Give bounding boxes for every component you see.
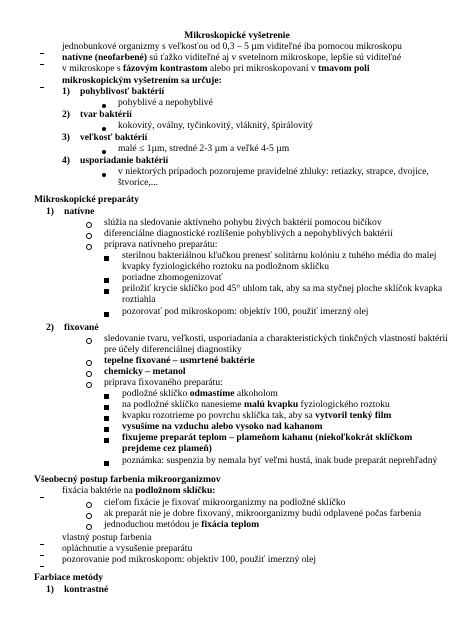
staining-step-3: opláchnutie a vysušenie preparátu	[62, 543, 193, 554]
staining-fix-item-2: ak preparát nie je dobre fixovaný, mikroorganizmy budú odplavené počas farbenia	[104, 508, 422, 519]
criterion-arrangement-detail-2: štvorice,...	[118, 177, 158, 188]
list-number: 1)	[46, 584, 54, 595]
circle-bullet	[86, 511, 92, 522]
square-bullet	[104, 402, 109, 413]
native-step-1b: kvapky fyziologického roztoku na podložnom sklíčku	[122, 261, 330, 272]
criterion-shape-detail: kokovitý, oválny, tyčinkovitý, vláknitý, špirálovitý	[118, 120, 313, 131]
criterion-motility: pohyblivosť baktérií	[80, 86, 165, 97]
criterion-motility-detail: pohyblivé a nepohyblivé	[118, 97, 213, 108]
list-number: 4)	[62, 155, 70, 166]
dash-bullet	[40, 537, 44, 548]
circle-bullet	[86, 336, 92, 347]
circle-bullet	[86, 231, 92, 242]
criterion-arrangement: usporiadanie baktérií	[80, 155, 169, 166]
list-number: 1)	[46, 206, 54, 217]
dash-bullet	[40, 548, 44, 559]
list-number: 1)	[62, 86, 70, 97]
list-number: 2)	[62, 109, 70, 120]
native-item-1: slúžia na sledovanie aktívneho pohybu živých baktérií pomocou bičíkov	[104, 217, 382, 228]
fixed-step-5b: prejdeme cez plameň)	[122, 443, 212, 454]
intro-line-4: mikroskopickým vyšetrením sa určuje:	[62, 75, 222, 86]
circle-bullet	[86, 369, 92, 380]
native-item-2: diferenciálne diagnostické rozlíšenie pohyblivých a nepohyblivých baktérií	[104, 228, 393, 239]
page-title: Mikroskopické vyšetrenie	[184, 30, 290, 41]
intro-line-2: natívne (neofarbené) sú ťažko viditeľné aj v svetelnom mikroskope, lepšie sú viditeľné	[62, 52, 402, 63]
fixed-item-1b: pre účely diferenciálnej diagnostiky	[104, 344, 242, 355]
fixed-step-2: na podložné sklíčko nanesieme malú kvapku fyziologického roztoku	[122, 399, 390, 410]
square-bullet	[104, 309, 109, 320]
circle-bullet	[86, 380, 92, 391]
circle-bullet	[86, 500, 92, 511]
dash-bullet	[40, 80, 44, 91]
staining-fix-item-1: cieľom fixácie je fixovať mikroorganizmy na podložné sklíčko	[104, 497, 346, 508]
criterion-shape: tvar baktérií	[80, 109, 132, 120]
native-step-3b: roztiahla	[122, 294, 156, 305]
fixed-step-3: kvapku rozotrieme po povrchu sklíčka tak, aby sa vytvoril tenký film	[122, 410, 392, 421]
fixed-item-4: príprava fixovaného preparátu:	[104, 377, 223, 388]
native-step-3a: priložiť krycie sklíčko pod 45° uhlom tak, aby sa ma styčnej ploche sklíčok kvapka	[122, 283, 443, 294]
criterion-size: veľkosť baktérií	[80, 132, 148, 143]
square-bullet	[104, 253, 109, 264]
fixed-heading: fixované	[64, 322, 99, 333]
square-bullet	[104, 413, 109, 424]
native-step-2: poriadne zhomogenizovať	[122, 272, 223, 283]
square-bullet	[104, 391, 109, 402]
list-number: 3)	[62, 132, 70, 143]
dash-bullet	[40, 490, 44, 501]
fixed-item-2: tepelne fixované – usmrtené baktérie	[104, 355, 255, 366]
dash-bullet	[40, 46, 44, 57]
section-heading-methods: Farbiace metódy	[34, 572, 104, 583]
list-number: 2)	[46, 322, 54, 333]
fixed-step-4: vysušíme na vzduchu alebo vysoko nad kahanom	[122, 421, 323, 432]
contrast-heading: kontrastné	[64, 584, 109, 595]
section-heading-staining: Všeobecný postup farbenia mikroorganizmov	[34, 474, 221, 485]
fixed-step-1: podložné sklíčko odmastíme alkoholom	[122, 388, 278, 399]
circle-bullet	[86, 242, 92, 253]
section-heading-preparations: Mikroskopické preparáty	[34, 194, 139, 205]
intro-line-3: v mikroskope s fázovým kontrastom alebo pri mikroskopovaní v tmavom poli	[62, 63, 370, 74]
fixed-item-3: chemicky – metanol	[104, 366, 186, 377]
square-bullet	[104, 286, 109, 297]
staining-step-1: fixácia baktérie na podložnom sklíčku:	[62, 485, 216, 496]
circle-bullet	[86, 358, 92, 369]
native-item-3: príprava natívneho preparátu:	[104, 239, 218, 250]
fixed-item-1a: sledovanie tvaru, veľkosti, usporiadania a charakteristických tinkčných vlastností baktérií	[104, 333, 448, 344]
dot-bullet	[102, 169, 106, 180]
square-bullet	[104, 458, 109, 469]
staining-fix-item-3: jednoduchou metódou je fixácia teplom	[104, 519, 260, 530]
fixed-step-5a: fixujeme preparát teplom – plameňom kahanu (niekoľkokrát sklíčkom	[122, 432, 413, 443]
circle-bullet	[86, 220, 92, 231]
square-bullet	[104, 424, 109, 435]
staining-step-4: pozorovanie pod mikroskopom: objektív 100, použiť imerzný olej	[62, 554, 317, 565]
fixed-step-note: poznámka: suspenzia by nemala byť veľmi hustá, inak bude preparát neprehľadný	[122, 455, 438, 466]
native-step-4: pozorovať pod mikroskopom: objektív 100, použiť imerzný olej	[122, 306, 369, 317]
native-heading: natívne	[64, 206, 95, 217]
intro-line-1: jednobunkové organizmy s veľkosťou od 0,3 – 5 µm viditeľné iba pomocou mikroskopu	[62, 41, 402, 52]
native-step-1a: sterilnou bakteriálnou kľučkou prenesť solitárnu kolóniu z tuhého média do malej	[122, 250, 437, 261]
square-bullet	[104, 435, 109, 446]
dash-bullet	[40, 57, 44, 68]
criterion-size-detail: malé ≤ 1µm, stredné 2-3 µm a veľké 4-5 µm	[118, 143, 290, 154]
staining-step-2: vlastný postup farbenia	[62, 532, 152, 543]
criterion-arrangement-detail-1: v niektorých prípadoch pozorujeme pravidelné zhluky: retiazky, strapce, dvojice,	[118, 166, 429, 177]
dash-bullet	[40, 559, 44, 570]
square-bullet	[104, 275, 109, 286]
